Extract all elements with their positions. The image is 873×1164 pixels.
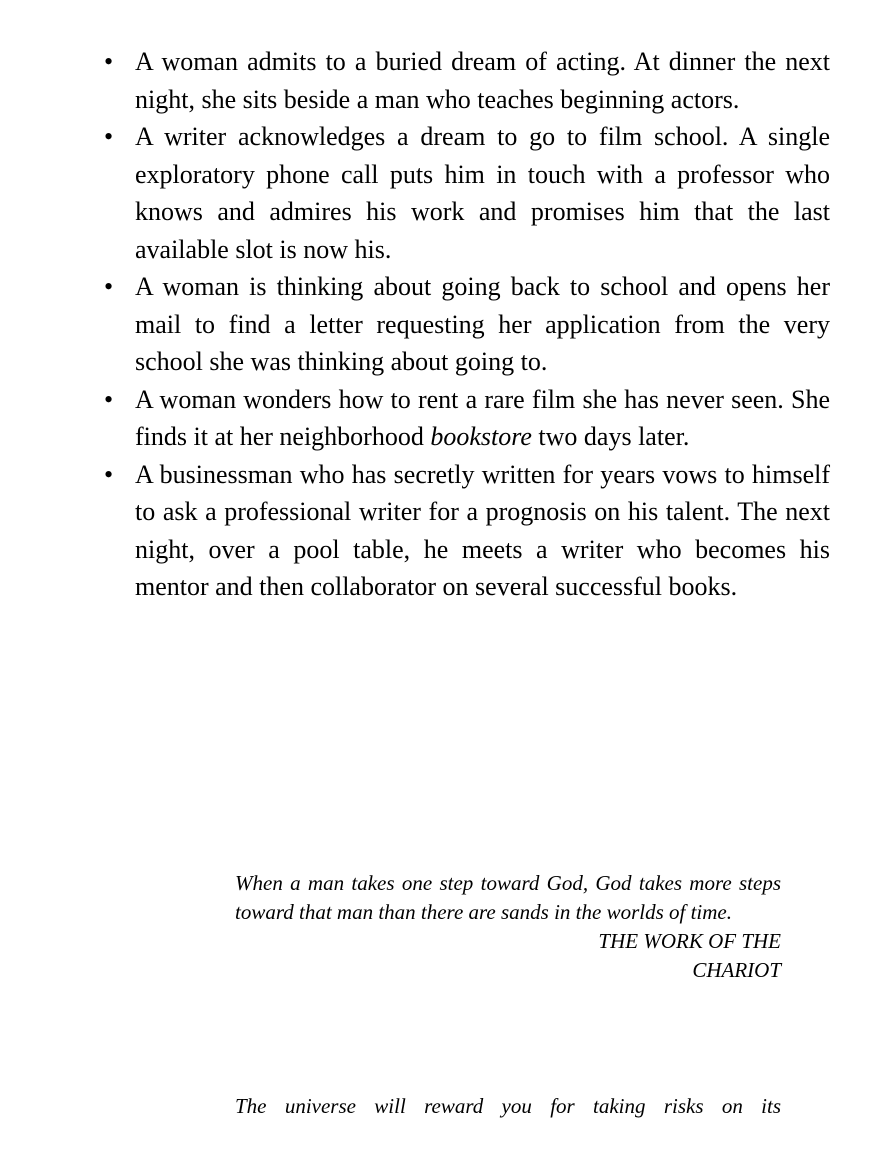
list-item bbox=[104, 268, 830, 381]
list-item bbox=[104, 381, 830, 456]
list-item bbox=[104, 118, 830, 268]
example-list bbox=[104, 43, 830, 606]
list-item-text-end: two days later. bbox=[538, 422, 690, 451]
list-item-text: A writer acknowledges a dream to go to film school. A single exploratory phone call puts him in touch with a professor who knows and admires his work and promises him that the last available slot is now his. bbox=[135, 122, 830, 264]
list-item-text: A businessman who has secretly written for years vows to himself to ask a professional writer for a prognosis on his talent. The next night, over a pool table, he meets a writer who becomes his mentor and then collaborator on several successful books. bbox=[135, 459, 830, 601]
bullet-icon: • bbox=[104, 459, 114, 489]
epigraph-source-line2: CHARIOT bbox=[692, 958, 781, 982]
list-item bbox=[104, 43, 830, 118]
bullet-icon: • bbox=[104, 122, 114, 151]
list-item-text-start: A woman wonders how to rent a rare film she has never seen. She finds it at her neighborhood bbox=[135, 384, 830, 451]
list-item-text bbox=[135, 385, 830, 452]
epigraph-source-line1: THE WORK OF THE bbox=[598, 929, 781, 953]
italic-word: bookstore bbox=[430, 422, 532, 451]
list-item-text: A woman is thinking about going back to school and opens her mail to find a letter requesting her application from the very school she was thinking about going to. bbox=[135, 272, 830, 376]
epigraph bbox=[235, 869, 781, 985]
epigraph-text: When a man takes one step toward God, God takes more steps toward that man than there are sands in the worlds of time. bbox=[235, 871, 781, 924]
bullet-icon: • bbox=[104, 272, 114, 301]
epigraph-second-text: The universe will reward you for taking risks on its bbox=[235, 1094, 781, 1118]
list-item bbox=[104, 456, 830, 606]
list-item-text: A woman admits to a buried dream of acting. At dinner the next night, she sits beside a man who teaches beginning actors. bbox=[135, 47, 830, 114]
epigraph-second bbox=[235, 1092, 781, 1121]
bullet-icon: • bbox=[104, 47, 114, 76]
bullet-icon: • bbox=[104, 384, 114, 414]
